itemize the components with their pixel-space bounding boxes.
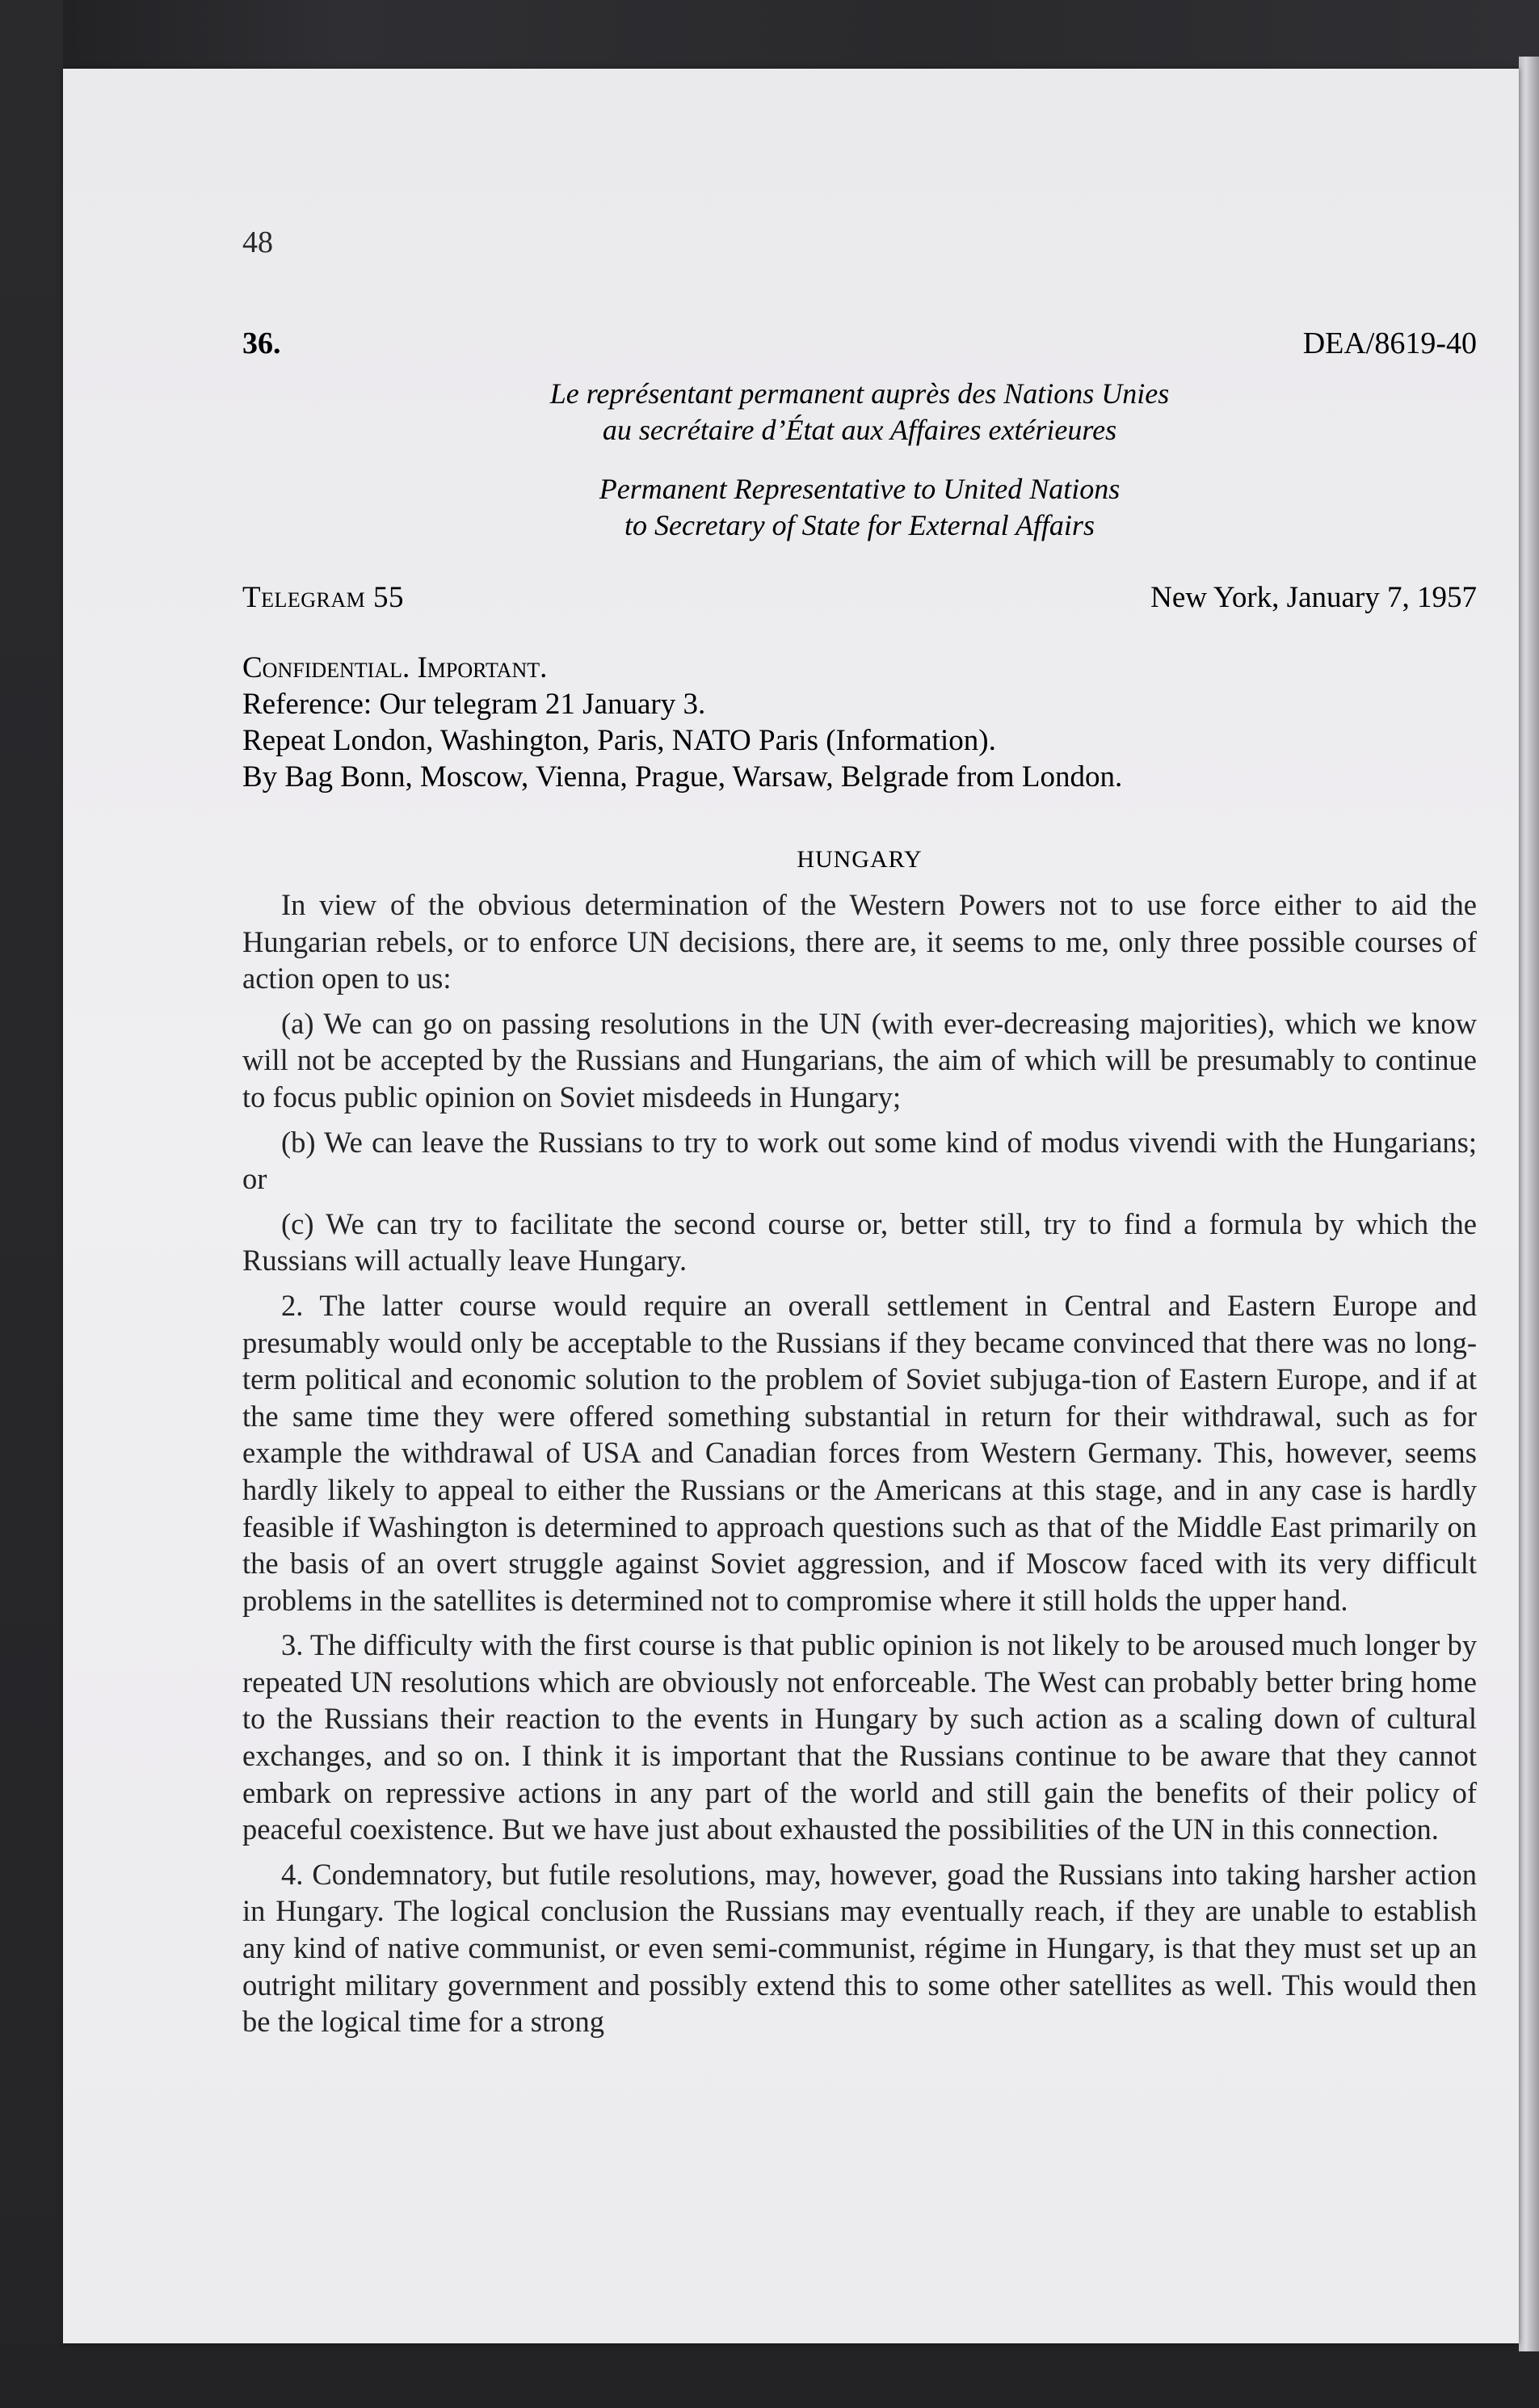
document-number: 36. [242, 326, 281, 360]
paragraph-option-a: (a) We can go on passing resolutions in the UN (with ever-decreasing majorities), which we know will not be accepted by the Russians and Hungarians, the aim of which will be presumably to continue to focus public opinion on Soviet misdeeds in Hungary; [242, 1006, 1477, 1113]
classification: Confidential. Important. [242, 651, 548, 684]
telegram-label: Telegram 55 [242, 581, 405, 614]
telegram-place-date: New York, January 7, 1957 [1150, 581, 1477, 614]
paragraph-intro: In view of the obvious determination of the Western Powers not to use force either to aid the Hungarian rebels, or to enforce UN decisions, there are, it seems to me, only three possible courses of action open to us: [242, 888, 1477, 996]
telegram-meta [242, 650, 1477, 795]
paragraph-option-c: (c) We can try to facilitate the second course or, better still, try to find a formula by which the Russians will actually leave Hungary. [242, 1206, 1477, 1278]
reference-line: Reference: Our telegram 21 January 3. [242, 688, 706, 721]
page-edge [1519, 57, 1539, 2351]
paragraph-option-b: (b) We can leave the Russians to try to work out some kind of modus vivendi with the Hungarians; or [242, 1125, 1477, 1196]
paragraph-2: 2. The latter course would require an overall settlement in Central and Eastern Europe and presumably would only be acceptable to the Russians if they became convinced that there was no long-term political and economic solution to the problem of Soviet subjuga-tion of Eastern Europe, and if at the same time they were offered something substantial in return for their withdrawal, such as for example the withdrawal of USA and Canadian forces from Western Germany. This, however, seems hardly likely to appeal to either the Russians or the Americans at this stage, and in any case is hardly feasible if Washington is determined to approach questions such as that of the Middle East primarily on the basis of an overt struggle against Soviet aggression, and if Moscow faced with its very difficult problems in the satellites is determined not to compromise where it still holds the upper hand. [242, 1288, 1477, 1617]
background-left [0, 0, 63, 2408]
paragraph-4: 4. Condemnatory, but futile resolutions, may, however, goad the Russians into taking harsher action in Hungary. The logical conclusion the Russians may eventually reach, if they are unable to establish any kind of native communist, or even semi-communist, régime in Hungary, is that they must set up an outright military government and possibly extend this to some other satellites as well. This would then be the logical time for a strong [242, 1857, 1477, 2039]
paragraph-3: 3. The difficulty with the first course is that public opinion is not likely to be aroused much longer by repeated UN resolutions which are obviously not enforceable. The West can probably better bring home to the Russians their reaction to the events in Hungary by such action as a scaling down of cultural exchanges, and so on. I think it is important that the Russians continue to be aware that they cannot embark on repressive actions in any part of the world and still gain the benefits of their policy of peaceful coexistence. But we have just about exhausted the possibilities of the UN in this connection. [242, 1628, 1477, 1846]
by-bag-line: By Bag Bonn, Moscow, Vienna, Prague, Warsaw, Belgrade from London. [242, 760, 1123, 794]
body-text [242, 886, 1477, 2048]
heading-french-line-1: Le représentant permanent auprès des Nations Unies [549, 377, 1170, 410]
heading-english [242, 471, 1477, 544]
document-header-row [242, 326, 1477, 366]
heading-english-line-2: to Secretary of State for External Affairs [624, 509, 1095, 541]
heading-english-line-1: Permanent Representative to United Nations [599, 473, 1121, 505]
background-bottom [0, 2343, 1539, 2408]
document-reference: DEA/8619-40 [1302, 326, 1477, 360]
heading-french-line-2: au secrétaire d’État aux Affaires extérieures [602, 414, 1117, 446]
section-title: HUNGARY [797, 846, 923, 873]
background-top [0, 0, 1539, 69]
heading-french [242, 376, 1477, 448]
repeat-line: Repeat London, Washington, Paris, NATO Paris (Information). [242, 724, 996, 757]
telegram-row [242, 580, 1477, 621]
page-number: 48 [242, 225, 273, 259]
